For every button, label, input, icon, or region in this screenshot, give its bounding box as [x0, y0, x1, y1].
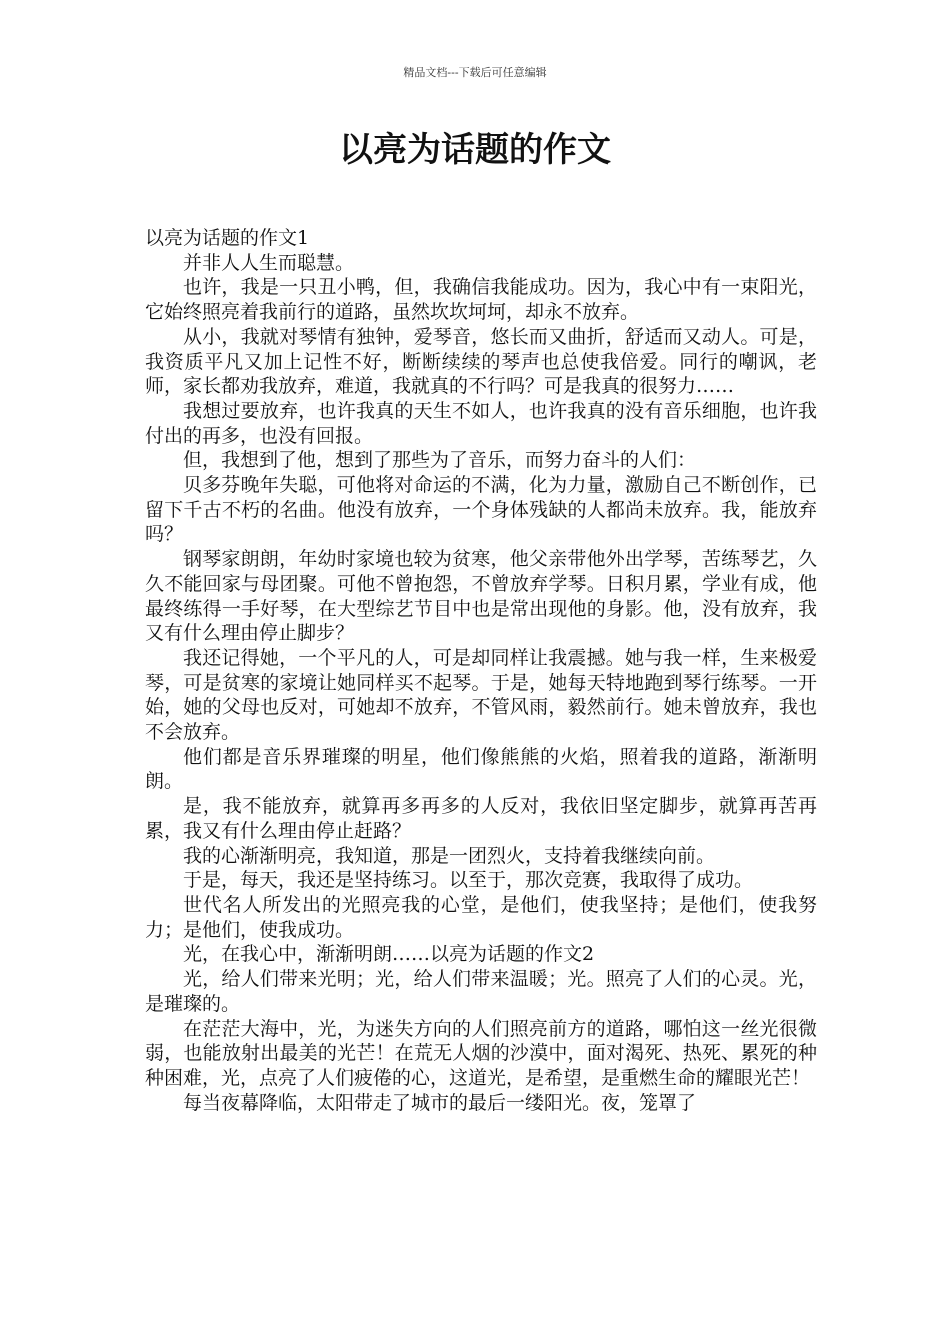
document-title: 以亮为话题的作文	[339, 130, 611, 170]
paragraph: 贝多芬晚年失聪，可他将对命运的不满，化为力量，激励自己不断创作，已留下千古不朽的名曲。他没有放弃，一个身体残缺的人都尚未放弃。我，能放弃吗？	[145, 474, 817, 546]
paragraph: 他们都是音乐界璀璨的明星，他们像熊熊的火焰，照着我的道路，渐渐明朗。	[145, 745, 817, 793]
paragraph: 从小，我就对琴情有独钟，爱琴音，悠长而又曲折，舒适而又动人。可是，我资质平凡又加上记性不好，断断续续的琴声也总使我倍爱。同行的嘲讽，老师，家长都劝我放弃，难道，我就真的不行吗？可是我真的很努力……	[145, 325, 817, 398]
document-body	[145, 226, 817, 1115]
paragraph: 是，我不能放弃，就算再多再多的人反对，我依旧坚定脚步，就算再苦再累，我又有什么理由停止赶路？	[145, 795, 817, 842]
paragraph: 于是，每天，我还是坚持练习。以至于，那次竞赛，我取得了成功。	[183, 869, 754, 892]
paragraph: 我还记得她，一个平凡的人，可是却同样让我震撼。她与我一样，生来极爱琴，可是贫寒的家境让她同样买不起琴。于是，她每天特地跑到琴行练琴。一开始，她的父母也反对，可她却不放弃，不管风雨，毅然前行。她未曾放弃，我也不会放弃。	[145, 646, 817, 744]
paragraph: 我的心渐渐明亮，我知道，那是一团烈火，支持着我继续向前。	[183, 844, 716, 867]
paragraph: 我想过要放弃，也许我真的天生不如人，也许我真的没有音乐细胞，也许我付出的再多，也没有回报。	[145, 399, 817, 447]
paragraph: 光，在我心中，渐渐明朗……以亮为话题的作文2	[183, 943, 595, 966]
essay-1-heading: 以亮为话题的作文1	[145, 227, 310, 249]
paragraph: 并非人人生而聪慧。	[183, 251, 355, 274]
header-note: 精品文档---下载后可任意编辑	[403, 66, 547, 79]
paragraph: 在茫茫大海中，光，为迷失方向的人们照亮前方的道路，哪怕这一丝光很微弱，也能放射出最美的光芒！在荒无人烟的沙漠中，面对渴死、热死、累死的种种困难，光，点亮了人们疲倦的心，这道光，是希望，是重燃生命的耀眼光芒！	[145, 1017, 817, 1089]
paragraph: 每当夜幕降临，太阳带走了城市的最后一缕阳光。夜，笼罩了	[183, 1091, 697, 1114]
paragraph: 但，我想到了他，想到了那些为了音乐，而努力奋斗的人们：	[183, 449, 697, 472]
paragraph: 光，给人们带来光明；光，给人们带来温暖；光。照亮了人们的心灵。光，是璀璨的。	[145, 968, 817, 1015]
paragraph: 也许，我是一只丑小鸭，但，我确信我能成功。因为，我心中有一束阳光，它始终照亮着我前行的道路，虽然坎坎坷坷，却永不放弃。	[145, 276, 817, 324]
paragraph: 世代名人所发出的光照亮我的心堂，是他们，使我坚持；是他们，使我努力；是他们，使我成功。	[145, 893, 817, 941]
paragraph: 钢琴家朗朗，年幼时家境也较为贫寒，他父亲带他外出学琴，苦练琴艺，久久不能回家与母团聚。可他不曾抱怨，不曾放弃学琴。日积月累，学业有成，他最终练得一手好琴，在大型综艺节目中也是常出现他的身影。他，没有放弃，我又有什么理由停止脚步？	[145, 548, 817, 645]
